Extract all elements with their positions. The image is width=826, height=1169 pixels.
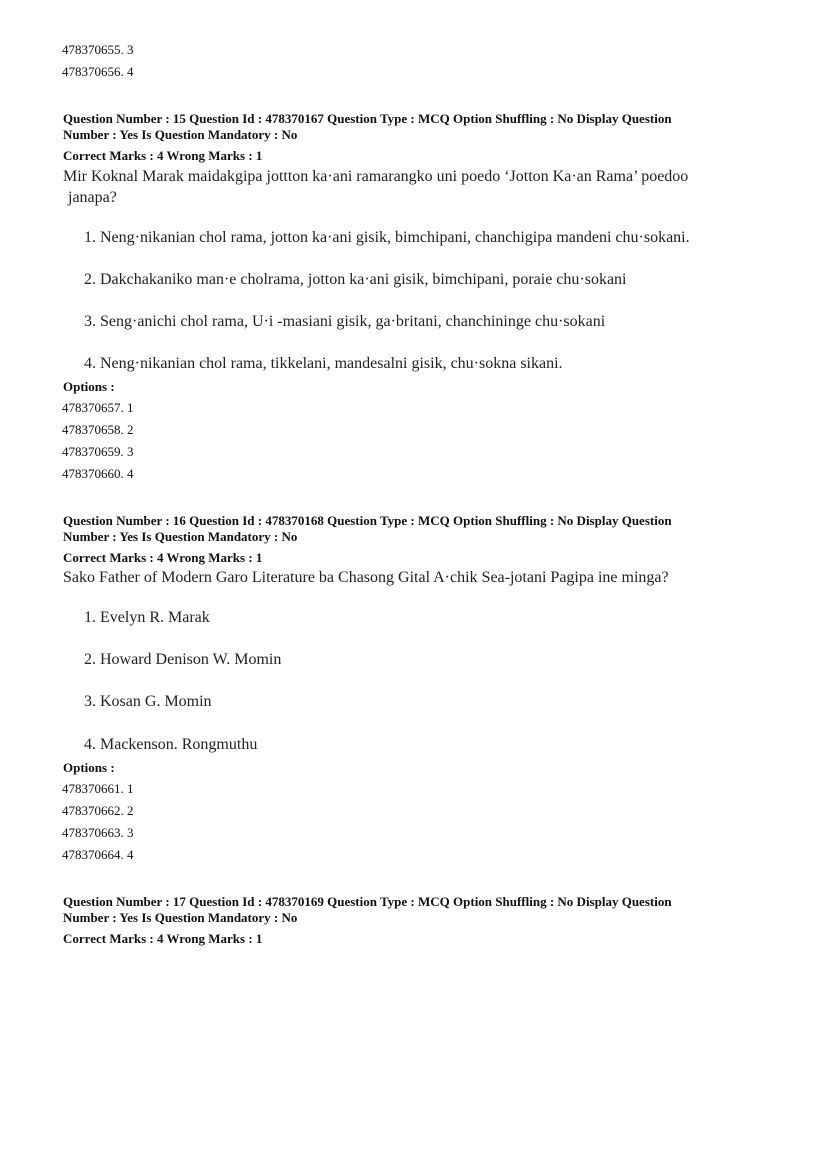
option-id-line: 478370655. 3: [62, 42, 134, 57]
option-id-line: 478370657. 1: [62, 400, 134, 415]
question-15-header: Question Number : 15 Question Id : 478370167 Question Type : MCQ Option Shuffling : No Display Question Number : Yes Is Question Mandatory : No: [63, 111, 672, 142]
question-16-choice-4: 4. Mackenson. Rongmuthu: [84, 736, 258, 753]
question-15-marks: Correct Marks : 4 Wrong Marks : 1: [63, 148, 263, 163]
option-id-line: 478370661. 1: [62, 781, 134, 796]
option-id-line: 478370656. 4: [62, 64, 134, 79]
option-id-line: 478370662. 2: [62, 803, 134, 818]
question-16-choice-3: 3. Kosan G. Momin: [84, 693, 212, 710]
question-15-choice-1: 1. Neng·nikanian chol rama, jotton ka·ani gisik, bimchipani, chanchigipa mandeni chu·sokani.: [84, 229, 690, 246]
option-id-line: 478370659. 3: [62, 444, 134, 459]
option-id-line: 478370664. 4: [62, 847, 134, 862]
option-id-line: 478370658. 2: [62, 422, 134, 437]
question-15-choice-4: 4. Neng·nikanian chol rama, tikkelani, mandesalni gisik, chu·sokna sikani.: [84, 355, 563, 372]
question-15-choice-2: 2. Dakchakaniko man·e cholrama, jotton ka·ani gisik, bimchipani, poraie chu·sokani: [84, 271, 627, 288]
question-16-text: Sako Father of Modern Garo Literature ba Chasong Gital A·chik Sea-jotani Pagipa ine minga?: [63, 569, 669, 586]
question-16-options-label: Options :: [63, 760, 115, 775]
question-17-marks: Correct Marks : 4 Wrong Marks : 1: [63, 931, 263, 946]
option-id-line: 478370663. 3: [62, 825, 134, 840]
question-16-choice-1: 1. Evelyn R. Marak: [84, 609, 210, 626]
question-16-header: Question Number : 16 Question Id : 478370168 Question Type : MCQ Option Shuffling : No Display Question Number : Yes Is Question Mandatory : No: [63, 513, 672, 544]
question-17-header: Question Number : 17 Question Id : 478370169 Question Type : MCQ Option Shuffling : No Display Question Number : Yes Is Question Mandatory : No: [63, 894, 672, 925]
option-id-line: 478370660. 4: [62, 466, 134, 481]
question-15-options-label: Options :: [63, 379, 115, 394]
question-15-text: Mir Koknal Marak maidakgipa jottton ka·ani ramarangko uni poedo ‘Jotton Ka·an Rama’ poedoo janapa?: [63, 168, 689, 206]
question-15-choice-3: 3. Seng·anichi chol rama, U·i -masiani gisik, ga·britani, chanchininge chu·sokani: [84, 313, 606, 330]
question-16-choice-2: 2. Howard Denison W. Momin: [84, 651, 282, 668]
question-16-marks: Correct Marks : 4 Wrong Marks : 1: [63, 550, 263, 565]
